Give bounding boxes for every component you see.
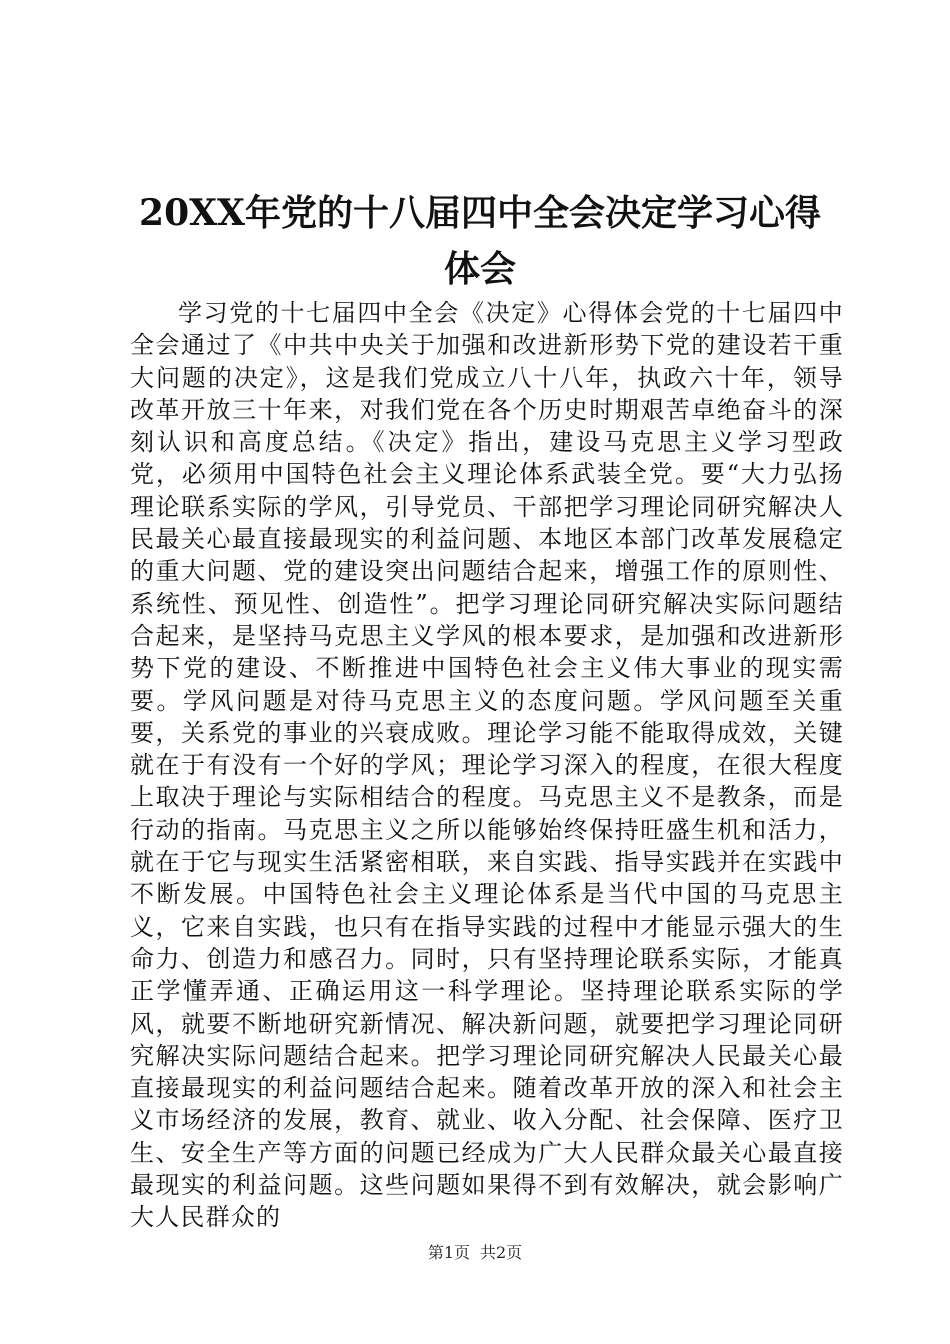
document-title: 20XX年党的十八届四中全会决定学习心得体会	[139, 192, 821, 290]
page-footer	[0, 1242, 950, 1264]
page-number-current: 第1页	[427, 1243, 470, 1262]
page-number-total: 共2页	[480, 1243, 523, 1262]
document-body-paragraph: 学习党的十七届四中全会《决定》心得体会党的十七届四中全会通过了《中共中央关于加强和改进新形势下党的建设若干重大问题的决定》，这是我们党成立八十八年，执政六十年，领导改革开放三十年来，对我们党在各个历史时期艰苦卓绝奋斗的深刻认识和高度总结。《决定》指出，建设马克思主义学习型政党，必须用中国特色社会主义理论体系武装全党。要“大力弘扬理论联系实际的学风，引导党员、干部把学习理论同研究解决人民最关心最直接最现实的利益问题、本地区本部门改革发展稳定的重大问题、党的建设突出问题结合起来，增强工作的原则性、系统性、预见性、创造性”。把学习理论同研究解决实际问题结合起来，是坚持马克思主义学风的根本要求，是加强和改进新形势下党的建设、不断推进中国特色社会主义伟大事业的现实需要。学风问题是对待马克思主义的态度问题。学风问题至关重要，关系党的事业的兴衰成败。理论学习能不能取得成效，关键就在于有没有一个好的学风；理论学习深入的程度，在很大程度上取决于理论与实际相结合的程度。马克思主义不是教条，而是行动的指南。马克思主义之所以能够始终保持旺盛生机和活力，就在于它与现实生活紧密相联，来自实践、指导实践并在实践中不断发展。中国特色社会主义理论体系是当代中国的马克思主义，它来自实践，也只有在指导实践的过程中才能显示强大的生命力、创造力和感召力。同时，只有坚持理论联系实际，才能真正学懂弄通、正确运用这一科学理论。坚持理论联系实际的学风，就要不断地研究新情况、解决新问题，就要把学习理论同研究解决实际问题结合起来。把学习理论同研究解决人民最关心最直接最现实的利益问题结合起来。随着改革开放的深入和社会主义市场经济的发展，教育、就业、收入分配、社会保障、医疗卫生、安全生产等方面的问题已经成为广大人民群众最关心最直接最现实的利益问题。这些问题如果得不到有效解决，就会影响广大人民群众的	[130, 299, 844, 1232]
